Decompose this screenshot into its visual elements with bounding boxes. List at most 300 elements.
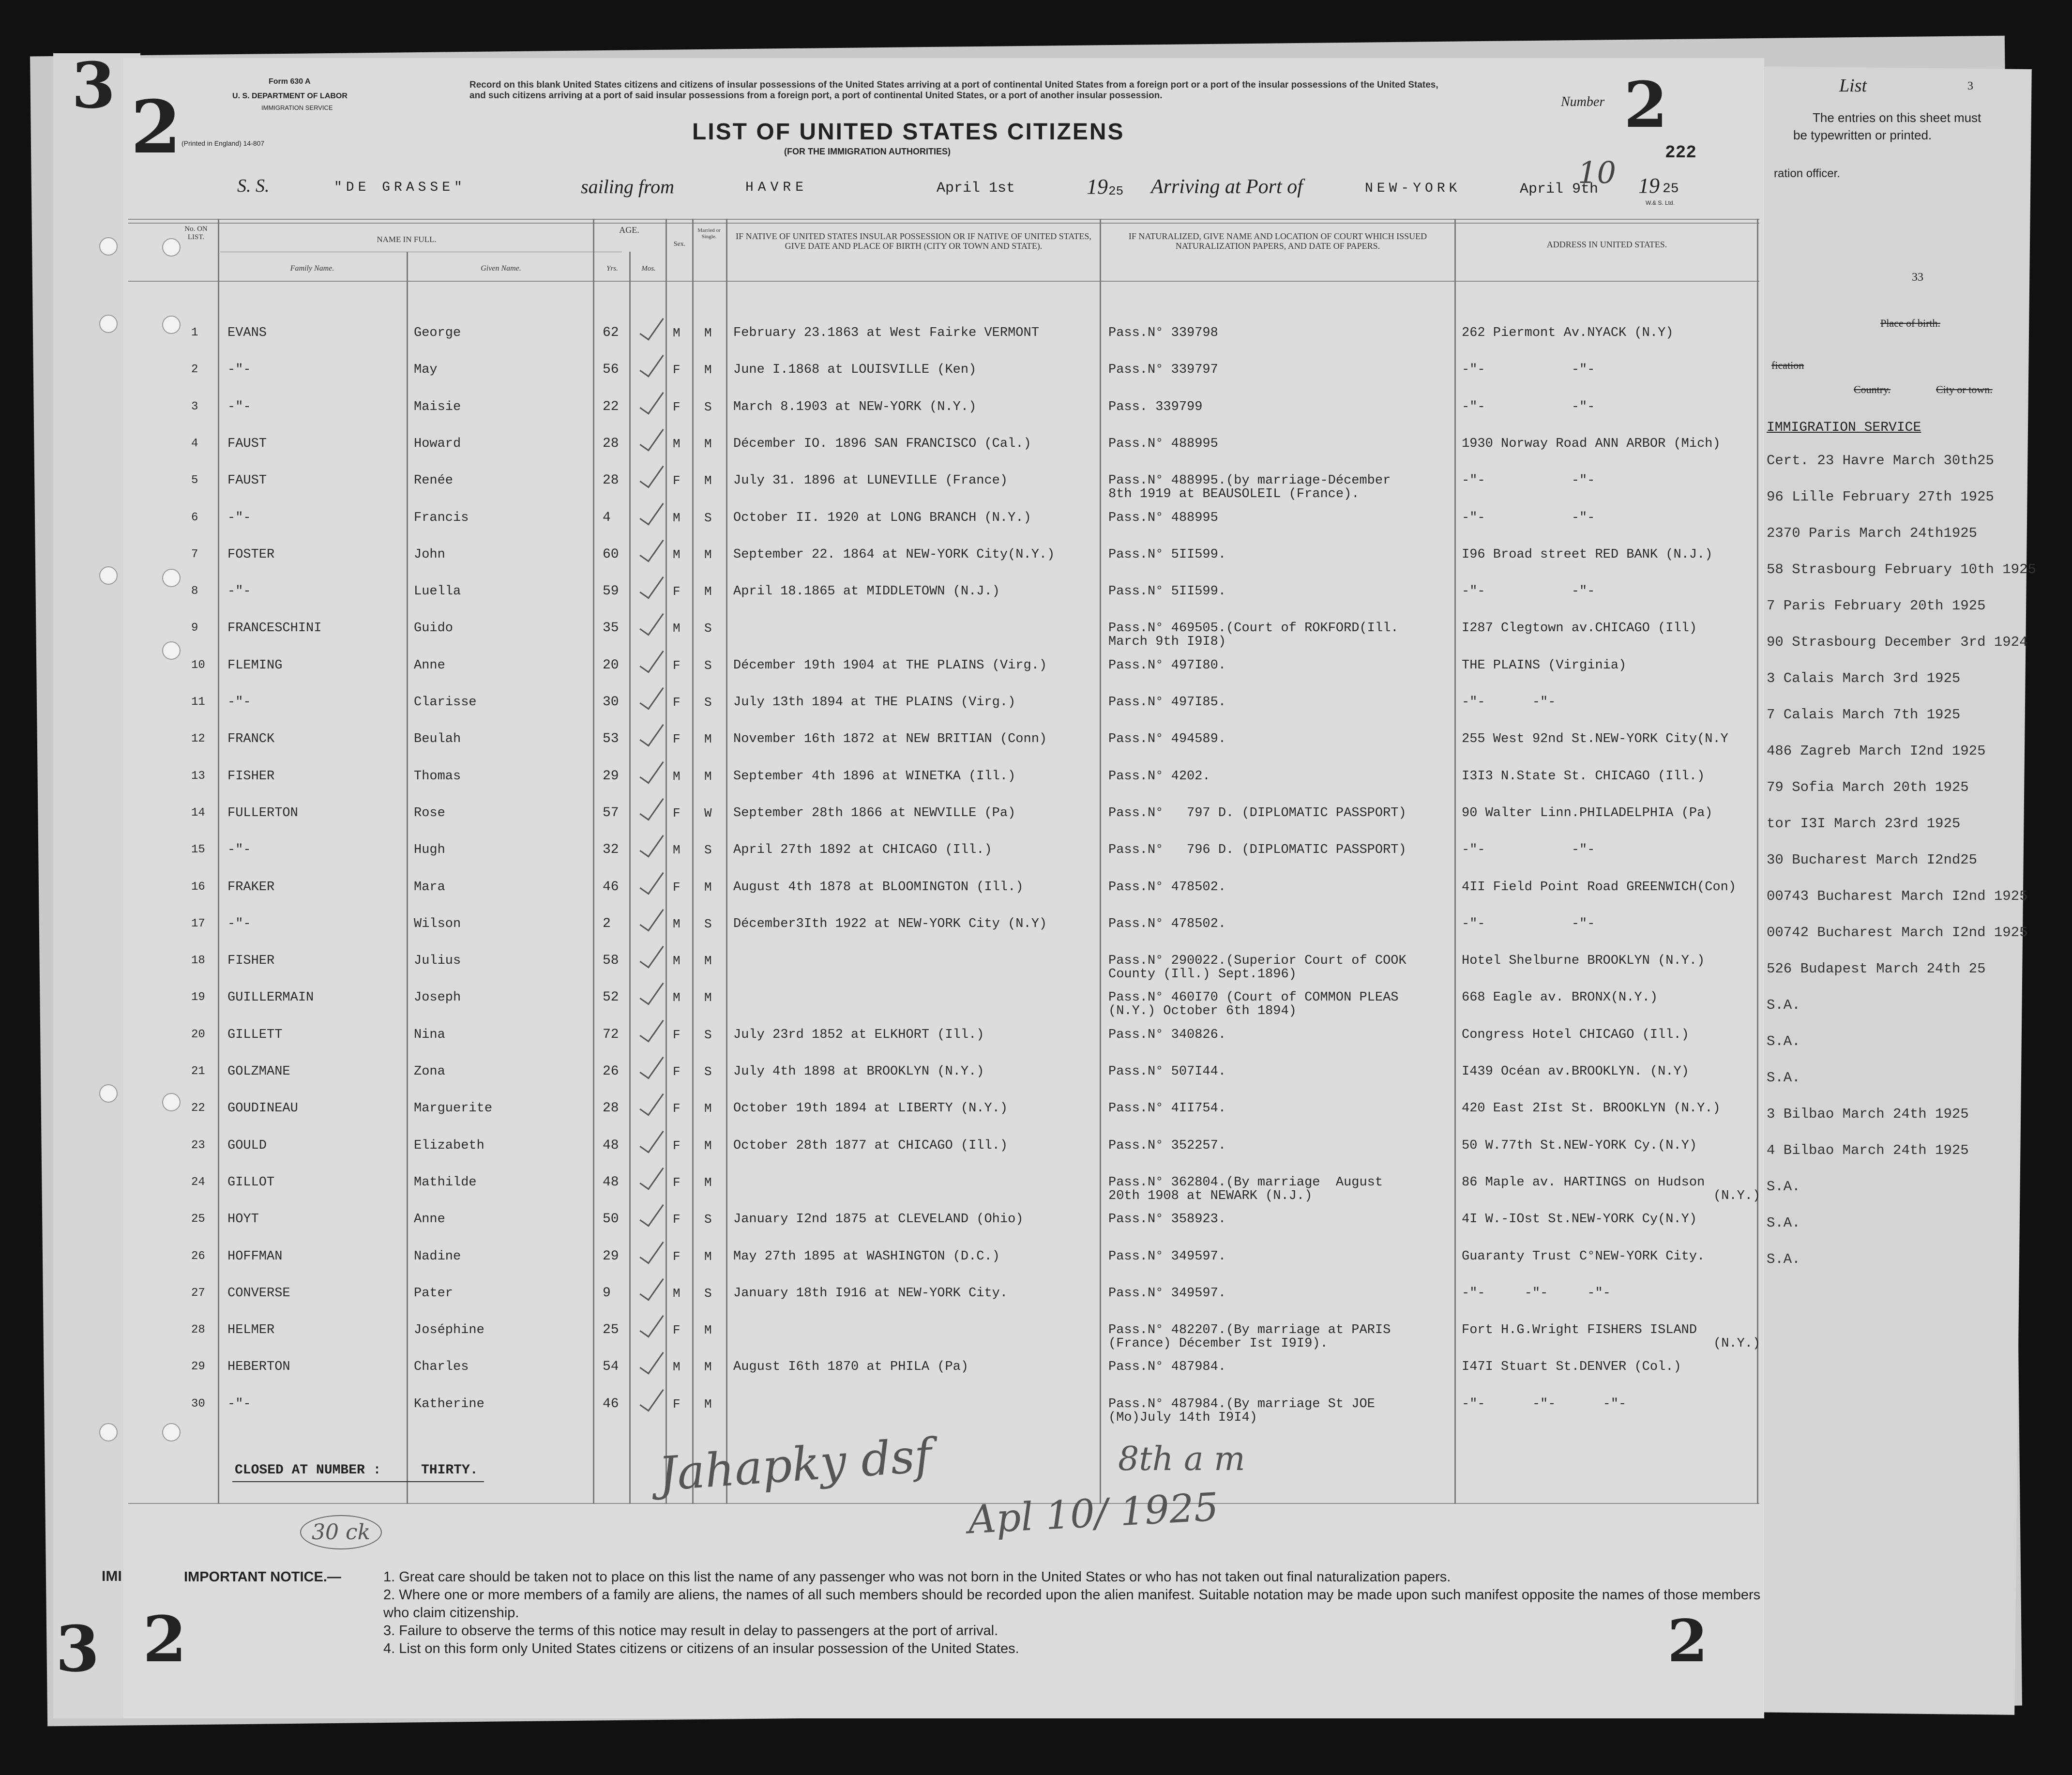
sex: M	[673, 511, 681, 525]
binder-hole	[162, 1093, 181, 1111]
right-sheet-entry: 58 Strasbourg February 10th 1925	[1767, 561, 2036, 577]
given-name: Nadine	[414, 1249, 461, 1264]
ss-label: S. S.	[237, 176, 270, 196]
age-years: 29	[603, 769, 619, 784]
header-sex: Sex.	[673, 241, 686, 248]
birth-details: October II. 1920 at LONG BRANCH (N.Y.)	[733, 511, 1031, 525]
right-sheet-entry: S.A.	[1767, 1179, 1800, 1195]
naturalization-details-cont: 20th 1908 at NEWARK (N.J.)	[1108, 1189, 1313, 1203]
marital-status: M	[704, 1397, 712, 1411]
naturalization-details: Pass.N° 797 D. (DIPLOMATIC PASSPORT)	[1108, 806, 1407, 820]
marital-status: S	[704, 1028, 712, 1042]
family-name: FISHER	[227, 769, 275, 784]
table-top-rule-double	[128, 223, 1759, 224]
marital-status: M	[704, 1360, 712, 1374]
right-sheet-service: IMMIGRATION SERVICE	[1767, 420, 1921, 435]
notice-item-4: 4. List on this form only United States citizens or citizens of an insular possession of the United States.	[383, 1641, 1019, 1656]
us-address: Hotel Shelburne BROOKLYN (N.Y.)	[1462, 954, 1705, 968]
given-name: Renée	[414, 473, 454, 488]
given-name: Rose	[414, 806, 445, 820]
age-years: 56	[603, 362, 619, 377]
table-bottom-rule	[128, 1503, 1759, 1504]
right-sheet-fication: fication	[1771, 359, 1804, 371]
year-prefix: 19	[1087, 175, 1108, 198]
marital-status: M	[704, 990, 712, 1005]
family-name: -"-	[227, 584, 251, 599]
given-name: Luella	[414, 584, 461, 599]
row-number: 26	[191, 1250, 205, 1263]
given-name: George	[414, 326, 461, 340]
row-number: 28	[191, 1323, 205, 1336]
right-sheet-place-of-birth: Place of birth.	[1880, 317, 1941, 329]
right-sheet-entry: 00743 Bucharest March I2nd 1925	[1767, 888, 2028, 904]
us-address: I287 Clegtown av.CHICAGO (Ill)	[1462, 621, 1697, 636]
row-number: 22	[191, 1102, 205, 1115]
notice-item-2: 2. Where one or more members of a family are aliens, the names of all such members should be recorded upon the alien manifest. Suitable notation may be made upon such manifest opposite the names of those members who claim citizenship.	[383, 1587, 1761, 1621]
family-name: GILLOT	[227, 1175, 275, 1190]
age-years: 57	[603, 805, 619, 820]
marital-status: S	[704, 695, 712, 710]
naturalization-details: Pass.N° 362804.(By marriage August	[1108, 1175, 1383, 1190]
intro-text: Record on this blank United States citizens and citizens of insular possessions of the United States arriving at a port of continental United States from a foreign port or a port of the insular possessions of the United States, and such citizens arriving at a port of said insular possessions from a foreign port, a port of continental United States, or a port of another insular possession.	[469, 80, 1438, 101]
row-number: 17	[191, 917, 205, 930]
right-sheet-list-no: 3	[1967, 80, 1973, 92]
marital-status: M	[704, 1101, 712, 1116]
family-name: GILLETT	[227, 1028, 283, 1042]
age-years: 29	[603, 1249, 619, 1264]
birth-details: January I2nd 1875 at CLEVELAND (Ohio)	[733, 1212, 1024, 1227]
naturalization-details: Pass.N° 352257.	[1108, 1138, 1226, 1153]
us-address: -"- -"-	[1462, 917, 1595, 931]
corner-number-back-bottom: 3	[56, 1612, 100, 1686]
right-sheet-entry: 79 Sofia March 20th 1925	[1767, 779, 1969, 795]
binder-hole	[162, 641, 181, 660]
naturalization-details: Pass.N° 488995	[1108, 437, 1218, 451]
header-native: IF NATIVE OF UNITED STATES INSULAR POSSESSION OR IF NATIVE OF UNITED STATES, GIVE DATE AND PLACE OF BIRTH (CITY OR TOWN AND STATE).	[736, 231, 1091, 251]
row-number: 23	[191, 1139, 205, 1152]
sex: F	[673, 1138, 681, 1153]
corner-number-bottom-left: 2	[143, 1602, 187, 1676]
row-number: 12	[191, 732, 205, 745]
marital-status: S	[704, 1286, 712, 1301]
us-address: 420 East 2Ist St. BROOKLYN (N.Y.)	[1462, 1101, 1721, 1116]
given-name: Wilson	[414, 917, 461, 931]
family-name: CONVERSE	[227, 1286, 290, 1301]
naturalization-details-cont: March 9th I9I8)	[1108, 635, 1226, 649]
naturalization-details: Pass.N° 5II599.	[1108, 584, 1226, 599]
birth-details: July 13th 1894 at THE PLAINS (Virg.)	[733, 695, 1016, 710]
us-address: 50 W.77th St.NEW-YORK Cy.(N.Y)	[1462, 1138, 1697, 1153]
family-name: HOFFMAN	[227, 1249, 283, 1264]
given-name: Marguerite	[414, 1101, 493, 1116]
right-sheet-entry: S.A.	[1767, 1070, 1800, 1086]
naturalization-details: Pass.N° 339797	[1108, 363, 1218, 377]
birth-details: September 22. 1864 at NEW-YORK City(N.Y.)	[733, 547, 1055, 562]
row-number: 25	[191, 1213, 205, 1226]
family-name: HEBERTON	[227, 1360, 290, 1374]
birth-details: Décember 19th 1904 at THE PLAINS (Virg.)	[733, 658, 1047, 673]
birth-details: September 28th 1866 at NEWVILLE (Pa)	[733, 806, 1016, 820]
naturalization-details: Pass.N° 796 D. (DIPLOMATIC PASSPORT)	[1108, 843, 1407, 857]
sex: M	[673, 437, 681, 451]
given-name: Joséphine	[414, 1323, 484, 1337]
right-sheet-entry: S.A.	[1767, 1215, 1800, 1231]
row-number: 8	[191, 585, 198, 598]
naturalization-details: Pass.N° 488995	[1108, 511, 1218, 525]
header-yrs: Yrs.	[606, 265, 618, 273]
birth-details: April 18.1865 at MIDDLETOWN (N.J.)	[733, 584, 1000, 599]
naturalization-details: Pass. 339799	[1108, 400, 1203, 414]
age-years: 53	[603, 731, 619, 746]
row-number: 21	[191, 1065, 205, 1078]
us-address: -"- -"-	[1462, 695, 1556, 710]
us-address: I47I Stuart St.DENVER (Col.)	[1462, 1360, 1681, 1374]
row-number: 18	[191, 954, 205, 967]
sex: F	[673, 658, 681, 673]
family-name: FRANCESCHINI	[227, 621, 322, 636]
department-label: U. S. DEPARTMENT OF LABOR	[232, 92, 348, 100]
right-sheet-title: List	[1839, 76, 1867, 96]
col-rule-no	[218, 219, 219, 1504]
birth-details: July 4th 1898 at BROOKLYN (N.Y.)	[733, 1064, 984, 1079]
naturalization-details: Pass.N° 488995.(by marriage-Décember	[1108, 473, 1391, 488]
marital-status: S	[704, 621, 712, 636]
right-sheet-entry: 526 Budapest March 24th 25	[1767, 961, 1986, 977]
sex: F	[673, 806, 681, 820]
right-sheet-note-3: ration officer.	[1774, 167, 1840, 180]
marital-status: M	[704, 732, 712, 746]
us-address: Guaranty Trust C°NEW-YORK City.	[1462, 1249, 1705, 1264]
header-family: Family Name.	[290, 264, 334, 273]
col-rule-address	[1757, 219, 1758, 1504]
right-sheet-note-2: be typewritten or printed.	[1793, 128, 1932, 142]
age-years: 46	[603, 880, 619, 895]
right-sheet-entry: 00742 Bucharest March I2nd 1925	[1767, 925, 2028, 941]
birth-details: May 27th 1895 at WASHINGTON (D.C.)	[733, 1249, 1000, 1264]
header-address: ADDRESS IN UNITED STATES.	[1546, 240, 1667, 249]
handwritten-time: 8th a m	[1118, 1440, 1245, 1478]
birth-details: September 4th 1896 at WINETKA (Ill.)	[733, 769, 1016, 784]
marital-status: M	[704, 326, 712, 340]
family-name: -"-	[227, 1397, 251, 1411]
us-address: -"- -"-	[1462, 400, 1595, 414]
closed-label: CLOSED AT NUMBER :	[235, 1463, 381, 1478]
birth-details: October 19th 1894 at LIBERTY (N.Y.)	[733, 1101, 1008, 1116]
header-age: AGE.	[619, 225, 639, 235]
binder-hole	[162, 316, 181, 334]
row-number: 5	[191, 474, 198, 487]
birth-details: January 18th I916 at NEW-YORK City.	[733, 1286, 1008, 1301]
us-address: -"- -"- -"-	[1462, 1397, 1627, 1411]
naturalization-details: Pass.N° 339798	[1108, 326, 1218, 340]
us-address: -"- -"-	[1462, 584, 1595, 599]
marital-status: S	[704, 843, 712, 857]
family-name: GUILLERMAIN	[227, 990, 314, 1005]
us-address-cont: (N.Y.)	[1713, 1189, 1761, 1203]
sailing-from-label: sailing from	[581, 176, 674, 197]
us-address-cont: (N.Y.)	[1713, 1336, 1761, 1351]
marital-status: M	[704, 547, 712, 562]
marital-status: M	[704, 473, 712, 488]
sex: M	[673, 990, 681, 1005]
age-years: 72	[603, 1027, 619, 1042]
handwritten-date: Apl 10/ 1925	[967, 1484, 1220, 1543]
given-name: Guido	[414, 621, 454, 636]
header-mos: Mos.	[641, 265, 656, 273]
given-name: Hugh	[414, 843, 445, 857]
sex: F	[673, 695, 681, 710]
us-address: -"- -"-	[1462, 511, 1595, 525]
right-sheet-entry: 7 Calais March 7th 1925	[1767, 707, 1961, 723]
given-name: John	[414, 547, 445, 562]
naturalization-details: Pass.N° 460I70 (Court of COMMON PLEAS	[1108, 990, 1399, 1005]
sex: M	[673, 621, 681, 636]
given-name: Katherine	[414, 1397, 484, 1411]
given-name: Charles	[414, 1360, 469, 1374]
family-name: -"-	[227, 695, 251, 710]
age-years: 30	[603, 695, 619, 710]
given-name: Pater	[414, 1286, 454, 1301]
given-name: Clarisse	[414, 695, 477, 710]
given-name: Howard	[414, 437, 461, 451]
naturalization-details: Pass.N° 349597.	[1108, 1286, 1226, 1301]
naturalization-details: Pass.N° 482207.(By marriage at PARIS	[1108, 1323, 1391, 1337]
row-number: 4	[191, 437, 198, 450]
birth-details: July 23rd 1852 at ELKHORT (Ill.)	[733, 1028, 984, 1042]
given-name: Beulah	[414, 732, 461, 746]
family-name: FRAKER	[227, 880, 275, 895]
age-years: 52	[603, 990, 619, 1005]
naturalization-details: Pass.N° 349597.	[1108, 1249, 1226, 1264]
age-years: 50	[603, 1212, 619, 1227]
naturalization-details: Pass.N° 290022.(Superior Court of COOK	[1108, 954, 1407, 968]
age-years: 28	[603, 473, 619, 488]
age-years: 60	[603, 547, 619, 562]
given-name: Elizabeth	[414, 1138, 484, 1153]
family-name: -"-	[227, 511, 251, 525]
family-name: -"-	[227, 843, 251, 857]
notice-item-1: 1. Great care should be taken not to place on this list the name of any passenger who was not born in the United States or who has not taken out final naturalization papers.	[383, 1569, 1451, 1585]
naturalization-details: Pass.N° 4II754.	[1108, 1101, 1226, 1116]
family-name: FULLERTON	[227, 806, 298, 820]
header-naturalized: IF NATURALIZED, GIVE NAME AND LOCATION OF COURT WHICH ISSUED NATURALIZATION PAPERS, AND DATE OF PAPERS.	[1128, 231, 1427, 251]
back-sheet-stub: IMI	[102, 1568, 122, 1584]
right-sheet-entry: 4 Bilbao March 24th 1925	[1767, 1142, 1969, 1158]
number-label: Number	[1561, 94, 1605, 109]
given-name: Zona	[414, 1064, 445, 1079]
family-name: FRANCK	[227, 732, 275, 746]
birth-details: October 28th 1877 at CHICAGO (Ill.)	[733, 1138, 1008, 1153]
family-name: HOYT	[227, 1212, 259, 1227]
family-name: GOUDINEAU	[227, 1101, 298, 1116]
family-name: FISHER	[227, 954, 275, 968]
binder-hole	[162, 238, 181, 257]
naturalization-details: Pass.N° 497I85.	[1108, 695, 1226, 710]
corner-number-top-left: 2	[131, 85, 181, 170]
departure-port: HAVRE	[745, 180, 808, 195]
marital-status: S	[704, 658, 712, 673]
naturalization-details: Pass.N° 507I44.	[1108, 1064, 1226, 1079]
arrival-date-handwritten: 10	[1578, 155, 1616, 190]
sex: F	[673, 1175, 681, 1190]
family-name: FAUST	[227, 437, 267, 451]
us-address: 90 Walter Linn.PHILADELPHIA (Pa)	[1462, 806, 1713, 820]
header-married: Married or Single.	[697, 228, 721, 240]
birth-details: August I6th 1870 at PHILA (Pa)	[733, 1360, 969, 1374]
row-number: 14	[191, 806, 205, 819]
page-title: LIST OF UNITED STATES CITIZENS	[692, 119, 1125, 145]
marital-status: M	[704, 363, 712, 377]
birth-details: Décember IO. 1896 SAN FRANCISCO (Cal.)	[733, 437, 1031, 451]
marital-status: M	[704, 584, 712, 599]
age-years: 54	[603, 1359, 619, 1374]
birth-details: Décember3Ith 1922 at NEW-YORK City (N.Y)	[733, 917, 1047, 931]
marital-status: M	[704, 769, 712, 784]
given-name: Thomas	[414, 769, 461, 784]
marital-status: W	[704, 806, 712, 820]
age-years: 28	[603, 436, 619, 451]
marital-status: S	[704, 1064, 712, 1079]
us-address: -"- -"-	[1462, 843, 1595, 857]
right-sheet-entry: 90 Strasbourg December 3rd 1924	[1767, 634, 2028, 650]
us-address: I96 Broad street RED BANK (N.J.)	[1462, 547, 1713, 562]
right-sheet-country: Country.	[1854, 383, 1891, 395]
table-top-rule	[128, 219, 1759, 220]
given-name: Nina	[414, 1028, 445, 1042]
right-sheet-entry: 7 Paris February 20th 1925	[1767, 598, 1986, 614]
age-years: 32	[603, 842, 619, 857]
row-number: 2	[191, 363, 198, 376]
marital-status: M	[704, 1175, 712, 1190]
sex: F	[673, 1028, 681, 1042]
age-years: 9	[603, 1286, 611, 1301]
sex: F	[673, 473, 681, 488]
given-name: Maisie	[414, 400, 461, 414]
header-no: No. ON LIST.	[184, 225, 208, 241]
family-name: -"-	[227, 400, 251, 414]
arrival-port: NEW-YORK	[1365, 181, 1461, 196]
marital-status: M	[704, 954, 712, 968]
us-address: 262 Piermont Av.NYACK (N.Y)	[1462, 326, 1674, 340]
sex: M	[673, 326, 681, 340]
row-number: 11	[191, 696, 205, 709]
list-number: 2	[1624, 68, 1668, 142]
col-rule-family	[407, 252, 408, 1504]
closed-value: THIRTY.	[421, 1463, 478, 1478]
age-years: 22	[603, 399, 619, 414]
printed-note: (Printed in England) 14-807	[181, 139, 265, 147]
age-years: 46	[603, 1396, 619, 1411]
us-address: -"- -"-	[1462, 363, 1595, 377]
age-years: 48	[603, 1138, 619, 1153]
col-rule-yrs	[629, 252, 631, 1504]
arrival-year-suffix: 25	[1663, 182, 1679, 197]
printer-mark: W.& S. Ltd.	[1646, 199, 1675, 206]
naturalization-details: Pass.N° 487984.	[1108, 1360, 1226, 1374]
naturalization-details: Pass.N° 358923.	[1108, 1212, 1226, 1227]
us-address: THE PLAINS (Virginia)	[1462, 658, 1627, 673]
marital-status: S	[704, 917, 712, 931]
right-sheet-entry: 2370 Paris March 24th1925	[1767, 525, 1978, 541]
row-number: 27	[191, 1287, 205, 1300]
inspector-signature: Jahapky dsf	[656, 1428, 934, 1502]
row-number: 29	[191, 1360, 205, 1373]
given-name: Francis	[414, 511, 469, 525]
naturalization-details: Pass.N° 497I80.	[1108, 658, 1226, 673]
marital-status: M	[704, 437, 712, 451]
age-years: 58	[603, 953, 619, 968]
naturalization-details: Pass.N° 469505.(Court of ROKFORD(Ill.	[1108, 621, 1399, 636]
row-number: 1	[191, 326, 198, 339]
departure-date: April 1st	[937, 180, 1015, 197]
right-sheet-entry: 3 Calais March 3rd 1925	[1767, 670, 1961, 686]
notice-heading: IMPORTANT NOTICE.—	[184, 1569, 341, 1585]
us-address: 1930 Norway Road ANN ARBOR (Mich)	[1462, 437, 1721, 451]
given-name: May	[414, 363, 438, 377]
right-sheet-entry: S.A.	[1767, 1033, 1800, 1049]
binder-hole-back	[99, 1084, 118, 1103]
sex: F	[673, 880, 681, 895]
right-sheet-entry: S.A.	[1767, 1251, 1800, 1267]
sex: F	[673, 1212, 681, 1227]
header-given: Given Name.	[481, 264, 521, 273]
sex: M	[673, 843, 681, 857]
row-number: 24	[191, 1176, 205, 1189]
age-years: 25	[603, 1322, 619, 1337]
sex: F	[673, 1323, 681, 1337]
us-address: 668 Eagle av. BRONX(N.Y.)	[1462, 990, 1658, 1005]
birth-details: November 16th 1872 at NEW BRITIAN (Conn)	[733, 732, 1047, 746]
right-sheet-entry: 30 Bucharest March I2nd25	[1767, 852, 1978, 868]
sex: M	[673, 917, 681, 931]
right-sheet-entry: tor I3I March 23rd 1925	[1767, 816, 1961, 832]
notice-item-3: 3. Failure to observe the terms of this notice may result in delay to passengers at the port of arrival.	[383, 1623, 998, 1638]
marital-status: S	[704, 1212, 712, 1227]
form-number: Form 630 A	[269, 77, 311, 86]
naturalization-details: Pass.N° 478502.	[1108, 880, 1226, 895]
col-rule-naturalized	[1454, 219, 1456, 1504]
right-sheet-entry: Cert. 23 Havre March 30th25	[1767, 453, 1994, 469]
row-number: 30	[191, 1397, 205, 1411]
family-name: HELMER	[227, 1323, 275, 1337]
age-years: 35	[603, 621, 619, 636]
sex: M	[673, 1360, 681, 1374]
naturalization-details: Pass.N° 340826.	[1108, 1028, 1226, 1042]
age-years: 59	[603, 584, 619, 599]
age-years: 2	[603, 916, 611, 931]
us-address: 86 Maple av. HARTINGS on Hudson	[1462, 1175, 1705, 1190]
marital-status: M	[704, 880, 712, 895]
col-rule-married	[726, 219, 727, 1504]
birth-details: June I.1868 at LOUISVILLE (Ken)	[733, 363, 977, 377]
naturalization-details-cont: (France) Décember Ist I9I9).	[1108, 1336, 1328, 1351]
right-sheet-entry: 96 Lille February 27th 1925	[1767, 489, 1994, 505]
binder-hole-back	[99, 1423, 118, 1441]
family-name: FLEMING	[227, 658, 283, 673]
corner-number-back-top: 3	[72, 48, 116, 122]
row-number: 20	[191, 1028, 205, 1041]
col-rule-sex	[692, 219, 694, 1504]
col-rule-native	[1100, 219, 1101, 1504]
sex: F	[673, 1101, 681, 1116]
family-name: FAUST	[227, 473, 267, 488]
us-address: Congress Hotel CHICAGO (Ill.)	[1462, 1028, 1689, 1042]
family-name: -"-	[227, 363, 251, 377]
right-sheet-city: City or town.	[1936, 383, 1993, 395]
birth-details: July 31. 1896 at LUNEVILLE (France)	[733, 473, 1008, 488]
naturalization-details-cont: (Mo)July 14th I9I4)	[1108, 1411, 1257, 1425]
binder-hole-back	[99, 237, 118, 256]
